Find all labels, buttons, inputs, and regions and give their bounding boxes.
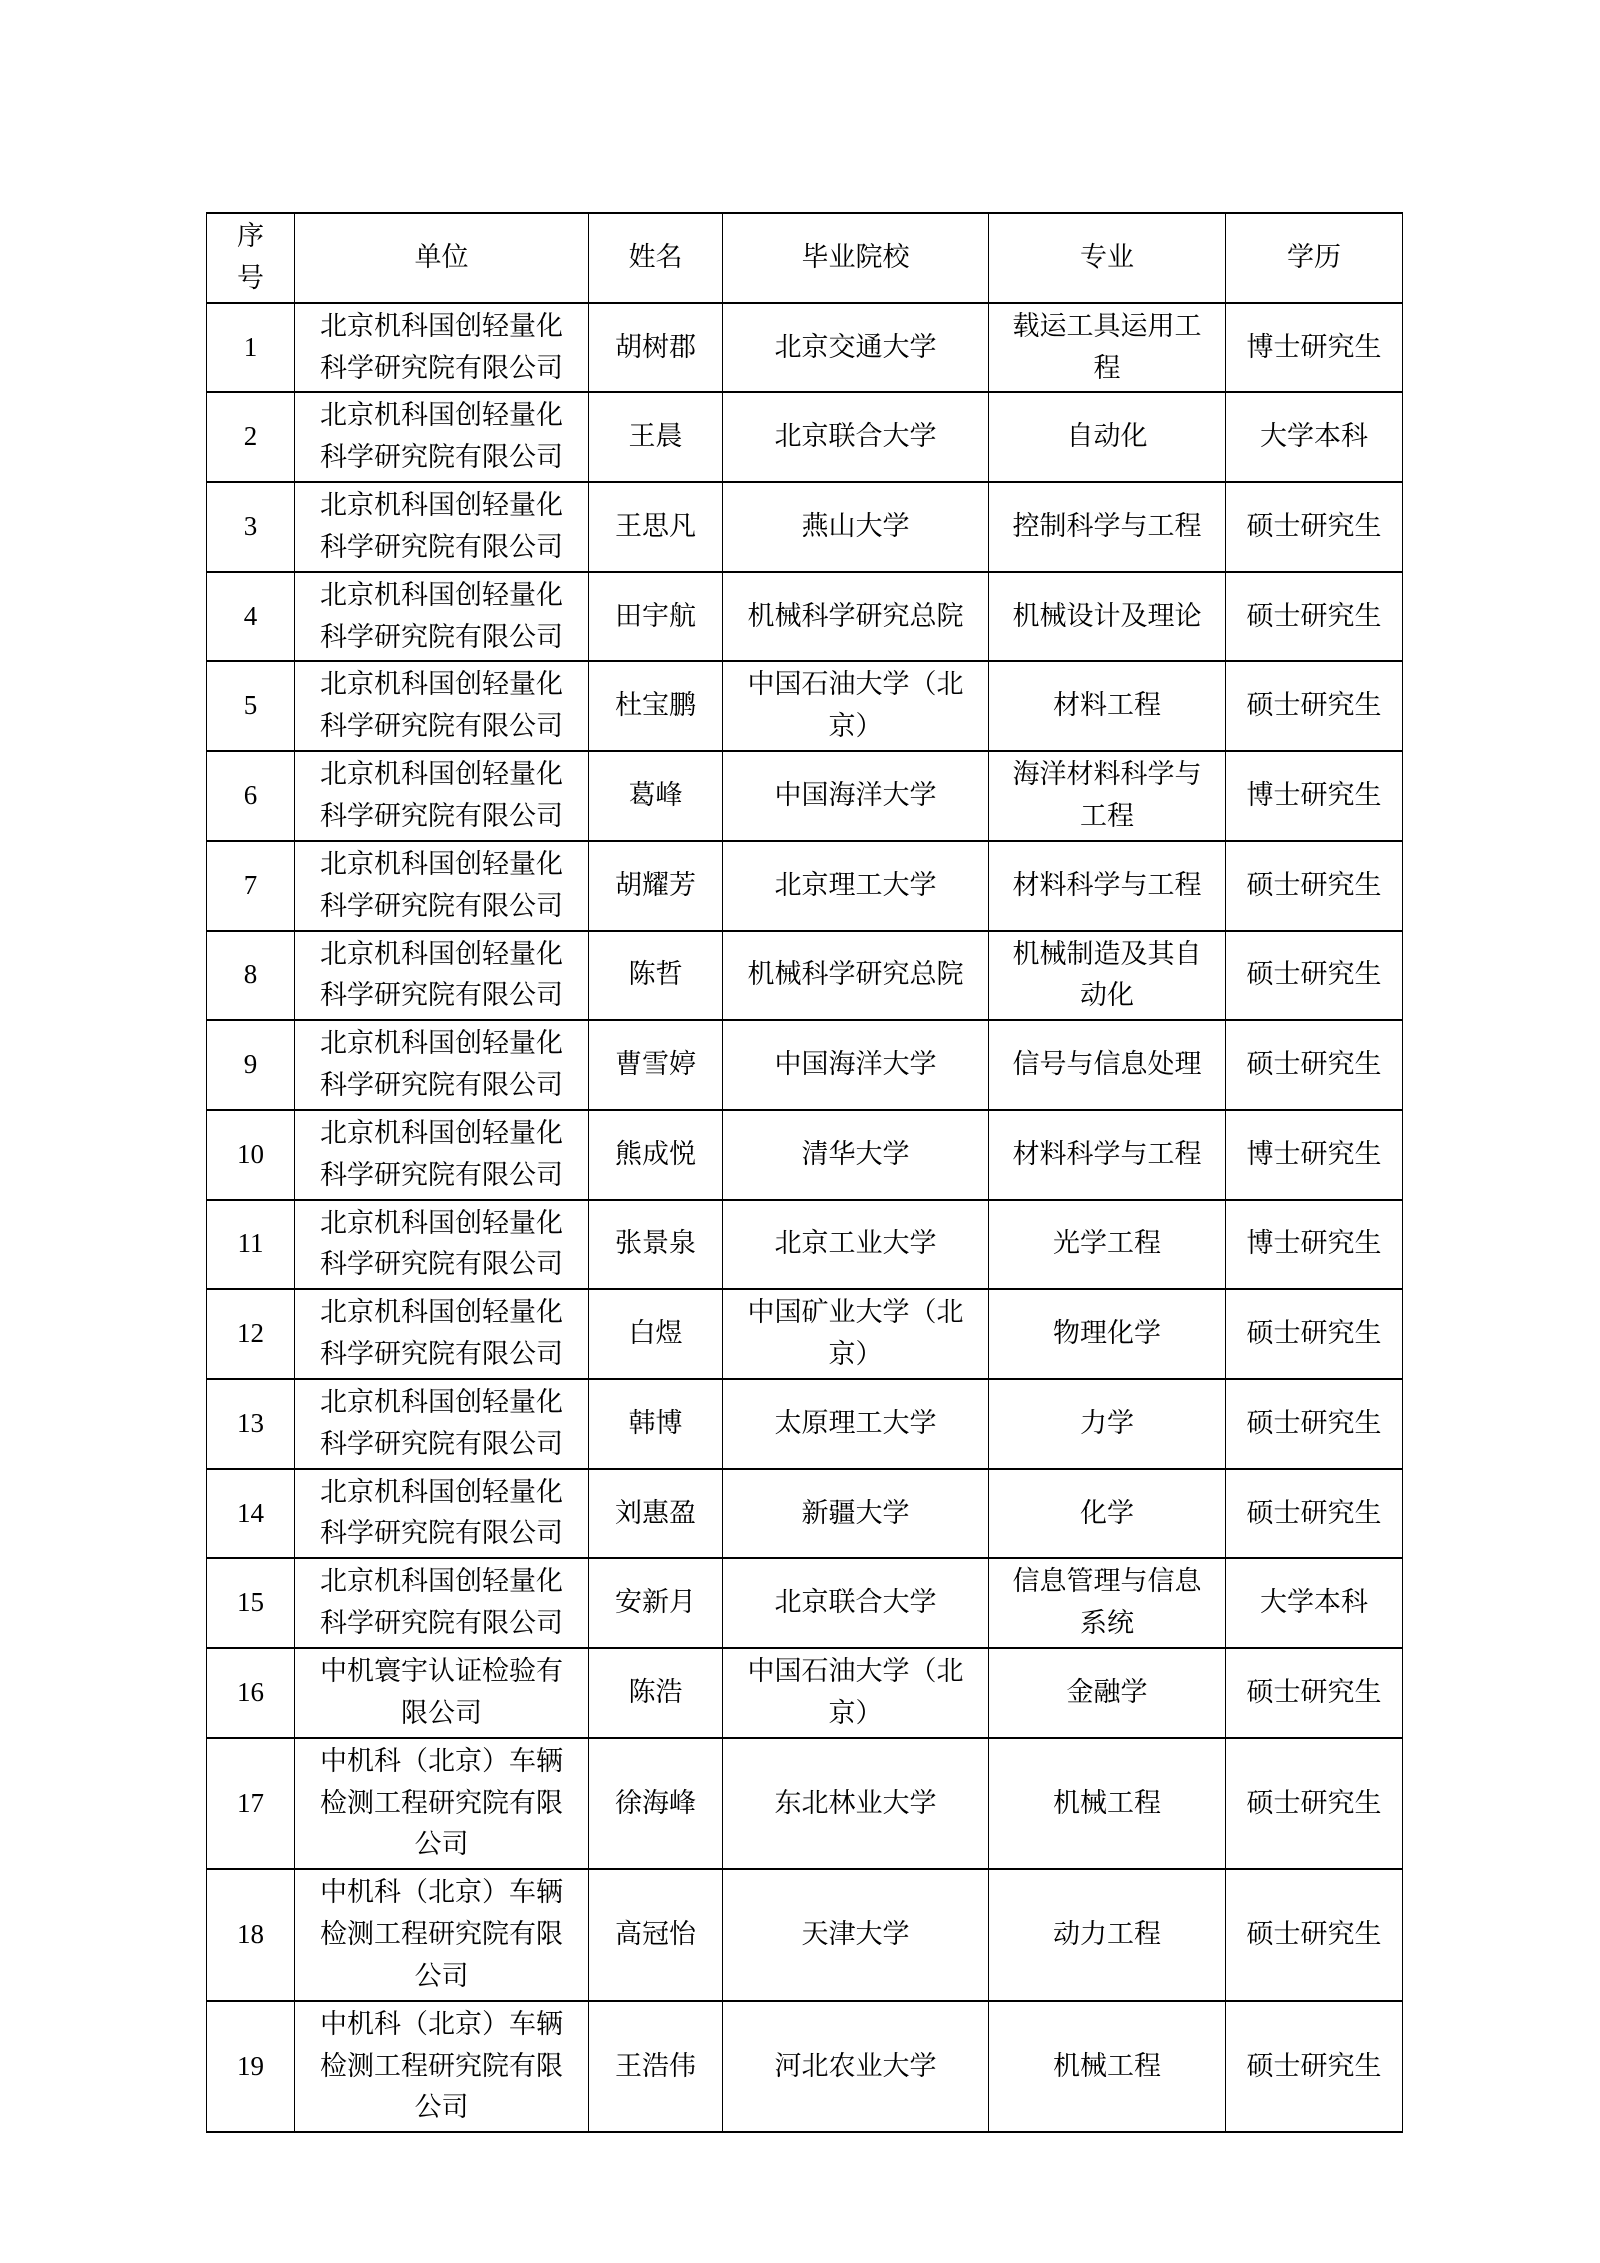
cell-index: 17 <box>207 1738 295 1870</box>
cell-degree: 硕士研究生 <box>1226 482 1403 572</box>
table-row <box>207 1020 1403 1110</box>
cell-person-name: 胡耀芳 <box>589 841 723 931</box>
roster-table-header <box>207 213 1403 303</box>
cell-major: 机械设计及理论 <box>989 572 1226 662</box>
cell-index: 10 <box>207 1110 295 1200</box>
cell-major: 动力工程 <box>989 1869 1226 2001</box>
column-header-degree <box>1226 213 1403 303</box>
column-header-major <box>989 213 1226 303</box>
cell-degree: 硕士研究生 <box>1226 1738 1403 1870</box>
cell-person-name: 胡树郡 <box>589 303 723 393</box>
table-row <box>207 482 1403 572</box>
cell-major: 控制科学与工程 <box>989 482 1226 572</box>
cell-degree: 博士研究生 <box>1226 1200 1403 1290</box>
cell-school: 北京交通大学 <box>723 303 989 393</box>
column-header-person-name-label: 姓名 <box>628 241 683 272</box>
table-row <box>207 1869 1403 2001</box>
cell-major: 物理化学 <box>989 1289 1226 1379</box>
cell-school: 中国矿业大学（北京） <box>723 1289 989 1379</box>
cell-person-name: 杜宝鹏 <box>589 661 723 751</box>
table-row <box>207 1289 1403 1379</box>
column-header-school-label: 毕业院校 <box>801 241 910 272</box>
cell-organization: 北京机科国创轻量化科学研究院有限公司 <box>295 1200 589 1290</box>
cell-major: 信号与信息处理 <box>989 1020 1226 1110</box>
cell-school: 北京理工大学 <box>723 841 989 931</box>
table-row <box>207 1738 1403 1870</box>
cell-organization: 北京机科国创轻量化科学研究院有限公司 <box>295 482 589 572</box>
cell-person-name: 韩博 <box>589 1379 723 1469</box>
cell-major: 海洋材料科学与工程 <box>989 751 1226 841</box>
cell-school: 北京工业大学 <box>723 1200 989 1290</box>
cell-major: 机械制造及其自动化 <box>989 931 1226 1021</box>
cell-major: 金融学 <box>989 1648 1226 1738</box>
cell-school: 机械科学研究总院 <box>723 572 989 662</box>
cell-organization: 北京机科国创轻量化科学研究院有限公司 <box>295 1558 589 1648</box>
cell-person-name: 熊成悦 <box>589 1110 723 1200</box>
cell-school: 中国海洋大学 <box>723 751 989 841</box>
cell-major: 信息管理与信息系统 <box>989 1558 1226 1648</box>
table-row <box>207 1558 1403 1648</box>
cell-degree: 硕士研究生 <box>1226 1648 1403 1738</box>
cell-index: 15 <box>207 1558 295 1648</box>
column-header-major-label: 专业 <box>1080 241 1134 272</box>
table-row <box>207 572 1403 662</box>
cell-degree: 博士研究生 <box>1226 751 1403 841</box>
cell-degree: 硕士研究生 <box>1226 661 1403 751</box>
table-row <box>207 392 1403 482</box>
roster-table <box>206 212 1403 2133</box>
cell-person-name: 高冠怡 <box>589 1869 723 2001</box>
cell-major: 机械工程 <box>989 2001 1226 2133</box>
cell-school: 北京联合大学 <box>723 1558 989 1648</box>
cell-degree: 博士研究生 <box>1226 1110 1403 1200</box>
cell-school: 中国石油大学（北京） <box>723 1648 989 1738</box>
table-row <box>207 931 1403 1021</box>
cell-degree: 硕士研究生 <box>1226 841 1403 931</box>
table-row <box>207 1110 1403 1200</box>
cell-degree: 硕士研究生 <box>1226 2001 1403 2133</box>
cell-index: 12 <box>207 1289 295 1379</box>
table-row <box>207 841 1403 931</box>
cell-major: 载运工具运用工程 <box>989 303 1226 393</box>
cell-school: 太原理工大学 <box>723 1379 989 1469</box>
cell-major: 材料科学与工程 <box>989 1110 1226 1200</box>
column-header-index-label: 序号 <box>236 221 264 293</box>
cell-person-name: 王浩伟 <box>589 2001 723 2133</box>
table-row <box>207 1469 1403 1559</box>
cell-organization: 北京机科国创轻量化科学研究院有限公司 <box>295 1379 589 1469</box>
header-row <box>207 213 1403 303</box>
cell-school: 机械科学研究总院 <box>723 931 989 1021</box>
cell-index: 5 <box>207 661 295 751</box>
cell-index: 19 <box>207 2001 295 2133</box>
cell-index: 6 <box>207 751 295 841</box>
cell-index: 2 <box>207 392 295 482</box>
column-header-school <box>723 213 989 303</box>
table-row <box>207 751 1403 841</box>
table-row <box>207 2001 1403 2133</box>
cell-organization: 北京机科国创轻量化科学研究院有限公司 <box>295 572 589 662</box>
cell-index: 9 <box>207 1020 295 1110</box>
cell-person-name: 曹雪婷 <box>589 1020 723 1110</box>
cell-degree: 硕士研究生 <box>1226 1020 1403 1110</box>
cell-degree: 硕士研究生 <box>1226 572 1403 662</box>
cell-degree: 硕士研究生 <box>1226 1469 1403 1559</box>
table-row <box>207 303 1403 393</box>
cell-person-name: 田宇航 <box>589 572 723 662</box>
cell-school: 中国海洋大学 <box>723 1020 989 1110</box>
cell-index: 11 <box>207 1200 295 1290</box>
cell-organization: 北京机科国创轻量化科学研究院有限公司 <box>295 931 589 1021</box>
cell-degree: 硕士研究生 <box>1226 931 1403 1021</box>
table-row <box>207 1379 1403 1469</box>
cell-index: 16 <box>207 1648 295 1738</box>
cell-major: 材料科学与工程 <box>989 841 1226 931</box>
column-header-organization <box>295 213 589 303</box>
cell-school: 天津大学 <box>723 1869 989 2001</box>
cell-organization: 北京机科国创轻量化科学研究院有限公司 <box>295 1289 589 1379</box>
cell-person-name: 徐海峰 <box>589 1738 723 1870</box>
cell-degree: 硕士研究生 <box>1226 1869 1403 2001</box>
cell-person-name: 王晨 <box>589 392 723 482</box>
cell-index: 4 <box>207 572 295 662</box>
cell-organization: 北京机科国创轻量化科学研究院有限公司 <box>295 1469 589 1559</box>
cell-organization: 中机寰宇认证检验有限公司 <box>295 1648 589 1738</box>
cell-person-name: 安新月 <box>589 1558 723 1648</box>
cell-person-name: 陈哲 <box>589 931 723 1021</box>
cell-school: 北京联合大学 <box>723 392 989 482</box>
cell-organization: 北京机科国创轻量化科学研究院有限公司 <box>295 303 589 393</box>
cell-organization: 北京机科国创轻量化科学研究院有限公司 <box>295 1110 589 1200</box>
cell-organization: 北京机科国创轻量化科学研究院有限公司 <box>295 392 589 482</box>
cell-major: 力学 <box>989 1379 1226 1469</box>
cell-index: 8 <box>207 931 295 1021</box>
cell-school: 河北农业大学 <box>723 2001 989 2133</box>
cell-person-name: 白煜 <box>589 1289 723 1379</box>
table-row <box>207 1648 1403 1738</box>
cell-organization: 北京机科国创轻量化科学研究院有限公司 <box>295 841 589 931</box>
cell-organization: 北京机科国创轻量化科学研究院有限公司 <box>295 1020 589 1110</box>
cell-school: 东北林业大学 <box>723 1738 989 1870</box>
cell-school: 中国石油大学（北京） <box>723 661 989 751</box>
cell-school: 新疆大学 <box>723 1469 989 1559</box>
cell-index: 1 <box>207 303 295 393</box>
cell-organization: 北京机科国创轻量化科学研究院有限公司 <box>295 661 589 751</box>
cell-major: 材料工程 <box>989 661 1226 751</box>
roster-table-body <box>207 303 1403 2133</box>
cell-major: 机械工程 <box>989 1738 1226 1870</box>
cell-person-name: 陈浩 <box>589 1648 723 1738</box>
column-header-degree-label: 学历 <box>1287 241 1341 272</box>
cell-degree: 硕士研究生 <box>1226 1289 1403 1379</box>
table-row <box>207 661 1403 751</box>
cell-person-name: 刘惠盈 <box>589 1469 723 1559</box>
column-header-index <box>207 213 295 303</box>
cell-degree: 大学本科 <box>1226 392 1403 482</box>
column-header-person-name <box>589 213 723 303</box>
table-row <box>207 1200 1403 1290</box>
cell-index: 13 <box>207 1379 295 1469</box>
cell-school: 燕山大学 <box>723 482 989 572</box>
cell-index: 14 <box>207 1469 295 1559</box>
cell-organization: 北京机科国创轻量化科学研究院有限公司 <box>295 751 589 841</box>
cell-index: 7 <box>207 841 295 931</box>
cell-index: 3 <box>207 482 295 572</box>
cell-major: 光学工程 <box>989 1200 1226 1290</box>
cell-person-name: 张景泉 <box>589 1200 723 1290</box>
cell-degree: 博士研究生 <box>1226 303 1403 393</box>
cell-degree: 大学本科 <box>1226 1558 1403 1648</box>
cell-organization: 中机科（北京）车辆检测工程研究院有限公司 <box>295 1869 589 2001</box>
cell-person-name: 葛峰 <box>589 751 723 841</box>
cell-major: 自动化 <box>989 392 1226 482</box>
cell-person-name: 王思凡 <box>589 482 723 572</box>
cell-major: 化学 <box>989 1469 1226 1559</box>
cell-degree: 硕士研究生 <box>1226 1379 1403 1469</box>
cell-organization: 中机科（北京）车辆检测工程研究院有限公司 <box>295 2001 589 2133</box>
cell-school: 清华大学 <box>723 1110 989 1200</box>
cell-index: 18 <box>207 1869 295 2001</box>
cell-organization: 中机科（北京）车辆检测工程研究院有限公司 <box>295 1738 589 1870</box>
column-header-organization-label: 单位 <box>414 241 469 272</box>
